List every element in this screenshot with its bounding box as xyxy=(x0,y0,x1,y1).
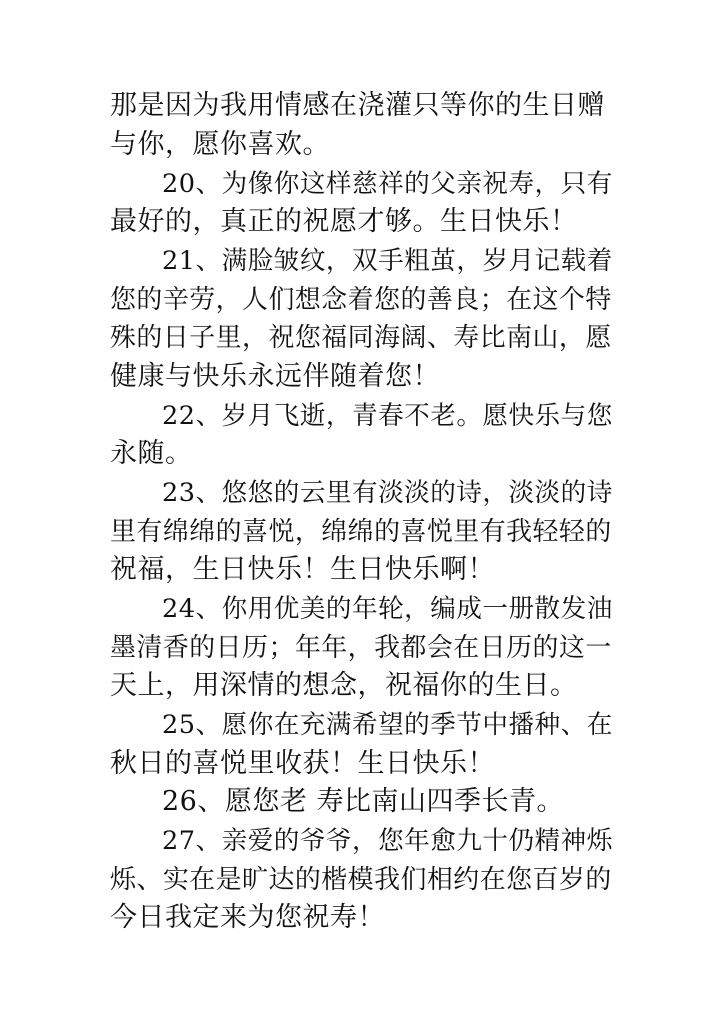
text-line: 您的辛劳，人们想念着您的善良；在这个特 xyxy=(110,285,612,315)
text-line: 秋日的喜悦里收获！生日快乐！ xyxy=(110,748,495,779)
text-line: 25、愿你在充满希望的季节中播种、在 xyxy=(162,710,613,740)
text-line: 与你，愿你喜欢。 xyxy=(110,129,330,160)
text-line: 天上，用深情的想念，祝福你的生日。 xyxy=(110,670,578,701)
text-line: 殊的日子里，祝您福同海阔、寿比南山，愿 xyxy=(110,323,612,353)
text-line: 最好的，真正的祝愿才够。生日快乐！ xyxy=(110,206,578,237)
text-line: 今日我定来为您祝寿！ xyxy=(110,902,385,933)
text-line: 永随。 xyxy=(110,438,193,469)
text-line: 健康与快乐永远伴随着您！ xyxy=(110,361,440,392)
text-line: 烁、实在是旷达的楷模我们相约在您百岁的 xyxy=(110,865,612,895)
text-line: 墨清香的日历；年年，我都会在日历的这一 xyxy=(110,633,612,663)
text-line: 那是因为我用情感在浇灌只等你的生日赠 xyxy=(110,90,605,121)
text-line: 26、愿您老 寿比南山四季长青。 xyxy=(162,786,564,817)
text-line: 里有绵绵的喜悦，绵绵的喜悦里有我轻轻的 xyxy=(110,517,612,547)
text-line: 23、悠悠的云里有淡淡的诗，淡淡的诗 xyxy=(162,478,613,508)
text-line: 27、亲爱的爷爷，您年愈九十仍精神烁 xyxy=(162,826,613,856)
text-line: 24、你用优美的年轮，编成一册散发油 xyxy=(162,594,613,624)
text-line: 祝福，生日快乐！生日快乐啊！ xyxy=(110,554,495,585)
text-line: 22、岁月飞逝，青春不老。愿快乐与您 xyxy=(162,401,613,431)
text-line: 21、满脸皱纹，双手粗茧，岁月记载着 xyxy=(162,246,613,276)
text-line: 20、为像你这样慈祥的父亲祝寿，只有 xyxy=(162,169,613,199)
